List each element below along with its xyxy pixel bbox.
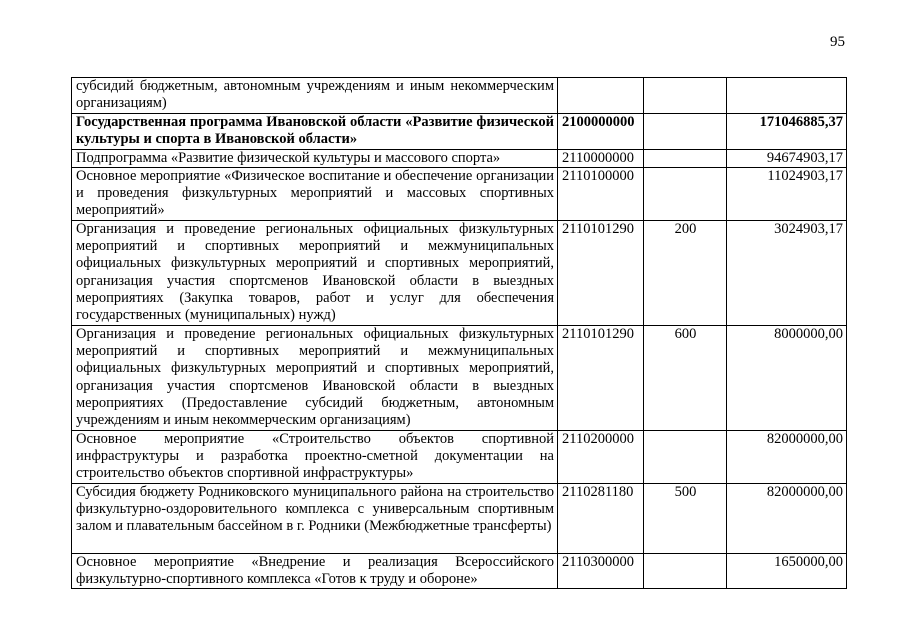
row-amount-cell: 171046885,37 (727, 113, 847, 149)
table-row (72, 325, 847, 430)
table-row (72, 483, 847, 553)
row-name-cell: Государственная программа Ивановской области «Развитие физической культуры и спорта в Ивановской области» (72, 113, 558, 149)
row-name-cell: Субсидия бюджету Родниковского муниципального района на строительство физкультурно-оздоровительного комплекса с универсальным спортивным залом и плавательным бассейном в г. Родники (Межбюджетные трансферты) (72, 483, 558, 553)
row-code-cell: 2110200000 (558, 430, 644, 483)
table-row (72, 113, 847, 149)
row-kind-cell: 600 (644, 325, 727, 430)
row-kind-cell: 500 (644, 483, 727, 553)
row-code-cell: 2110100000 (558, 167, 644, 220)
row-amount-cell: 11024903,17 (727, 167, 847, 220)
row-kind-cell (644, 113, 727, 149)
row-amount-cell (727, 78, 847, 114)
table-row (72, 553, 847, 589)
row-name-cell: Организация и проведение региональных официальных физкультурных мероприятий и спортивных мероприятий и межмуниципальных официальных физкультурных мероприятий и спортивных мероприятий, организация участия спортсменов Ивановской области в выездных мероприятиях (Предоставление субсидий бюджетным, автономным учреждениям и иным некоммерческим организациям) (72, 325, 558, 430)
row-name-cell: Основное мероприятие «Физическое воспитание и обеспечение организации и проведения физкультурных мероприятий и массовых спортивных мероприятий» (72, 167, 558, 220)
table-row (72, 167, 847, 220)
row-code-cell: 2110101290 (558, 325, 644, 430)
row-code-cell: 2100000000 (558, 113, 644, 149)
row-code-cell: 2110101290 (558, 220, 644, 325)
row-kind-cell (644, 78, 727, 114)
row-code-cell (558, 78, 644, 114)
row-name-cell: Основное мероприятие «Внедрение и реализация Всероссийского физкультурно-спортивного комплекса «Готов к труду и обороне» (72, 553, 558, 589)
row-amount-cell: 94674903,17 (727, 149, 847, 167)
row-kind-cell (644, 430, 727, 483)
row-amount-cell: 1650000,00 (727, 553, 847, 589)
table-row (72, 220, 847, 325)
row-name-cell: Подпрограмма «Развитие физической культуры и массового спорта» (72, 149, 558, 167)
row-kind-cell (644, 553, 727, 589)
row-kind-cell: 200 (644, 220, 727, 325)
row-amount-cell: 8000000,00 (727, 325, 847, 430)
row-name-cell: субсидий бюджетным, автономным учреждениям и иным некоммерческим организациям) (72, 78, 558, 114)
row-kind-cell (644, 149, 727, 167)
row-name-cell: Организация и проведение региональных официальных физкультурных мероприятий и спортивных мероприятий и межмуниципальных официальных физкультурных мероприятий и спортивных мероприятий, организация участия спортсменов Ивановской области в выездных мероприятиях (Закупка товаров, работ и услуг для обеспечения государственных (муниципальных) нужд) (72, 220, 558, 325)
row-amount-cell: 3024903,17 (727, 220, 847, 325)
row-kind-cell (644, 167, 727, 220)
table-row (72, 78, 847, 114)
row-amount-cell: 82000000,00 (727, 430, 847, 483)
row-code-cell: 2110281180 (558, 483, 644, 553)
table-row (72, 149, 847, 167)
row-code-cell: 2110000000 (558, 149, 644, 167)
row-amount-cell: 82000000,00 (727, 483, 847, 553)
page-number: 95 (830, 34, 845, 50)
budget-table (71, 77, 847, 589)
table-row (72, 430, 847, 483)
row-name-cell: Основное мероприятие «Строительство объектов спортивной инфраструктуры и разработка проектно-сметной документации на строительство объектов спортивной инфраструктуры» (72, 430, 558, 483)
row-code-cell: 2110300000 (558, 553, 644, 589)
